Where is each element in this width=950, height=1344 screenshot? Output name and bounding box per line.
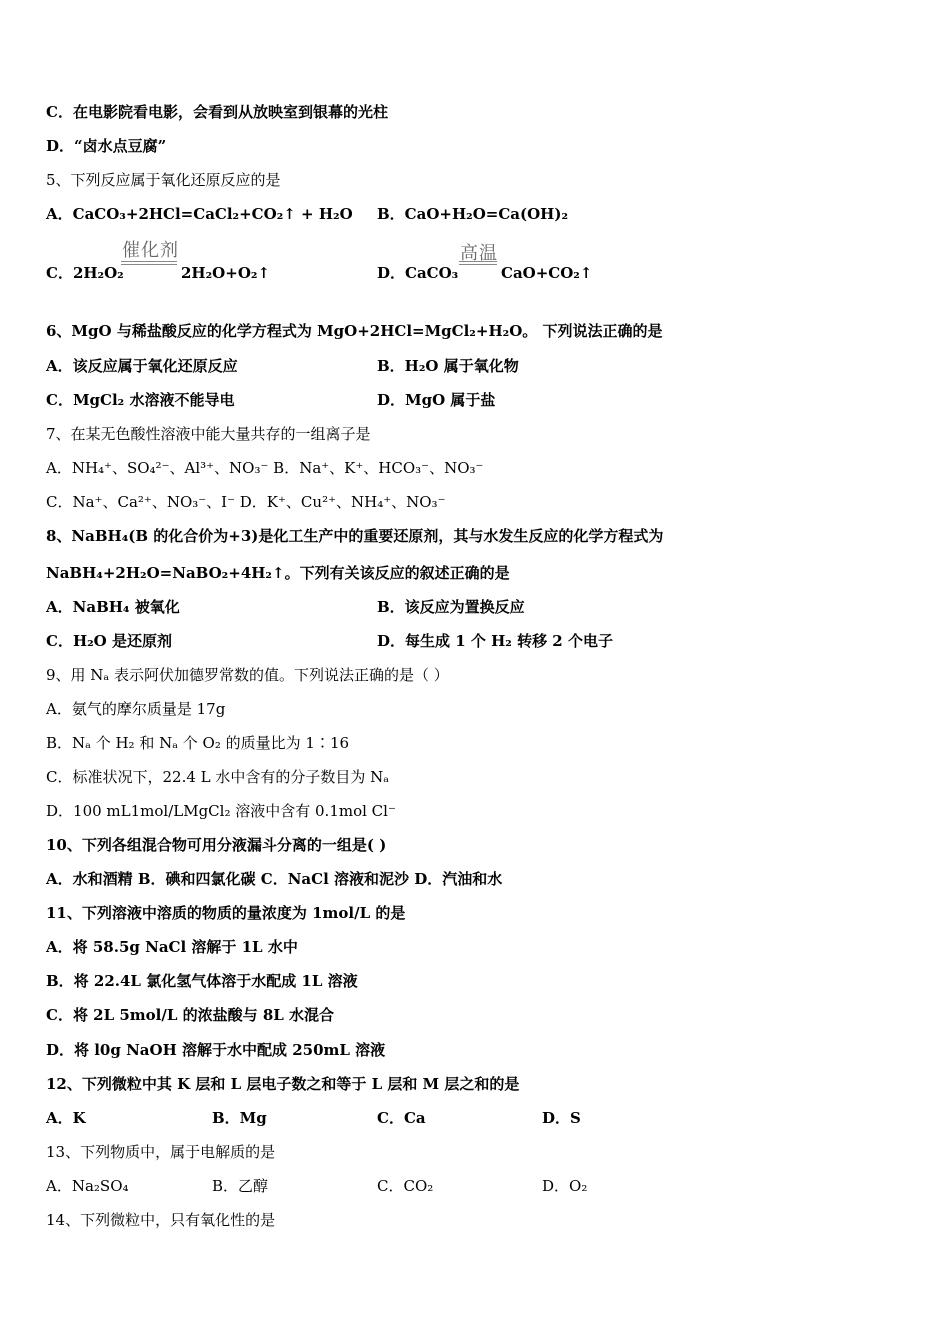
q6-option-a: A．该反应属于氧化还原反应 (46, 357, 238, 375)
q8-option-c: C．H₂O 是还原剂 (46, 632, 172, 650)
q5-reaction-arrow-d (459, 261, 497, 265)
q6-option-b: B．H₂O 属于氧化物 (377, 357, 519, 375)
q12-option-c: C．Ca (377, 1109, 426, 1127)
prev-option-c: C．在电影院看电影，会看到从放映室到银幕的光柱 (46, 103, 388, 121)
question-6-stem: 6、MgO 与稀盐酸反应的化学方程式为 MgO+2HCl=MgCl₂+H₂O。 下列说法正确的是 (46, 322, 663, 340)
question-10-stem: 10、下列各组混合物可用分液漏斗分离的一组是( ) (46, 836, 387, 854)
q6-option-d: D．MgO 属于盐 (377, 391, 496, 409)
q5-option-a: A．CaCO₃+2HCl=CaCl₂+CO₂↑ + H₂O (46, 205, 353, 223)
q13-option-c: C．CO₂ (377, 1177, 434, 1195)
q8-option-b: B．该反应为置换反应 (377, 598, 525, 616)
question-13-stem: 13、下列物质中，属于电解质的是 (46, 1143, 276, 1161)
q11-option-a: A．将 58.5g NaCl 溶解于 1L 水中 (46, 938, 298, 956)
q5-reaction-arrow-c (121, 261, 177, 265)
question-12-stem: 12、下列微粒中其 K 层和 L 层电子数之和等于 L 层和 M 层之和的是 (46, 1075, 520, 1093)
q12-option-a: A．K (46, 1109, 86, 1127)
q8-option-a: A．NaBH₄ 被氧化 (46, 598, 180, 616)
q6-option-c: C．MgCl₂ 水溶液不能导电 (46, 391, 235, 409)
q9-option-a: A．氨气的摩尔质量是 17g (46, 700, 226, 718)
q12-option-b: B．Mg (212, 1109, 267, 1127)
q10-options: A．水和酒精 B．碘和四氯化碳 C．NaCl 溶液和泥沙 D．汽油和水 (46, 870, 503, 888)
q7-options-ab: A．NH₄⁺、SO₄²⁻、Al³⁺、NO₃⁻ B．Na⁺、K⁺、HCO₃⁻、NO₃⁻ (46, 459, 484, 477)
q12-option-d: D．S (542, 1109, 581, 1127)
q13-option-b: B．乙醇 (212, 1177, 269, 1195)
q8-option-d: D．每生成 1 个 H₂ 转移 2 个电子 (377, 632, 613, 650)
question-8-stem-line2: NaBH₄+2H₂O=NaBO₂+4H₂↑。下列有关该反应的叙述正确的是 (46, 564, 510, 582)
q5-option-b: B．CaO+H₂O=Ca(OH)₂ (377, 205, 569, 223)
q13-option-d: D．O₂ (542, 1177, 588, 1195)
q7-options-cd: C．Na⁺、Ca²⁺、NO₃⁻、I⁻ D．K⁺、Cu²⁺、NH₄⁺、NO₃⁻ (46, 493, 446, 511)
q11-option-b: B．将 22.4L 氯化氢气体溶于水配成 1L 溶液 (46, 972, 358, 990)
q5-option-c-left: C．2H₂O₂ (46, 264, 124, 282)
q9-option-d: D．100 mL1mol/LMgCl₂ 溶液中含有 0.1mol Cl⁻ (46, 802, 396, 820)
q11-option-c: C．将 2L 5mol/L 的浓盐酸与 8L 水混合 (46, 1006, 335, 1024)
q5-option-c-right: 2H₂O+O₂↑ (181, 264, 271, 282)
question-5-stem: 5、下列反应属于氧化还原反应的是 (46, 171, 281, 189)
prev-option-d: D．“卤水点豆腐” (46, 137, 167, 155)
q13-option-a: A．Na₂SO₄ (46, 1177, 129, 1195)
question-14-stem: 14、下列微粒中，只有氧化性的是 (46, 1211, 276, 1229)
q5-option-d-right: CaO+CO₂↑ (501, 264, 593, 282)
q5-high-temp-label: 高温 (460, 243, 498, 264)
question-7-stem: 7、在某无色酸性溶液中能大量共存的一组离子是 (46, 425, 371, 443)
q5-catalyst-label: 催化剂 (122, 240, 179, 261)
question-9-stem: 9、用 Nₐ 表示阿伏加德罗常数的值。下列说法正确的是（ ） (46, 666, 449, 684)
question-8-stem-line1: 8、NaBH₄(B 的化合价为+3)是化工生产中的重要还原剂，其与水发生反应的化学方程式为 (46, 527, 664, 545)
q11-option-d: D．将 l0g NaOH 溶解于水中配成 250mL 溶液 (46, 1041, 386, 1059)
q9-option-c: C．标准状况下，22.4 L 水中含有的分子数目为 Nₐ (46, 768, 390, 786)
question-11-stem: 11、下列溶液中溶质的物质的量浓度为 1mol/L 的是 (46, 904, 406, 922)
q9-option-b: B．Nₐ 个 H₂ 和 Nₐ 个 O₂ 的质量比为 1∶16 (46, 734, 350, 752)
q5-option-d-left: D．CaCO₃ (377, 264, 459, 282)
